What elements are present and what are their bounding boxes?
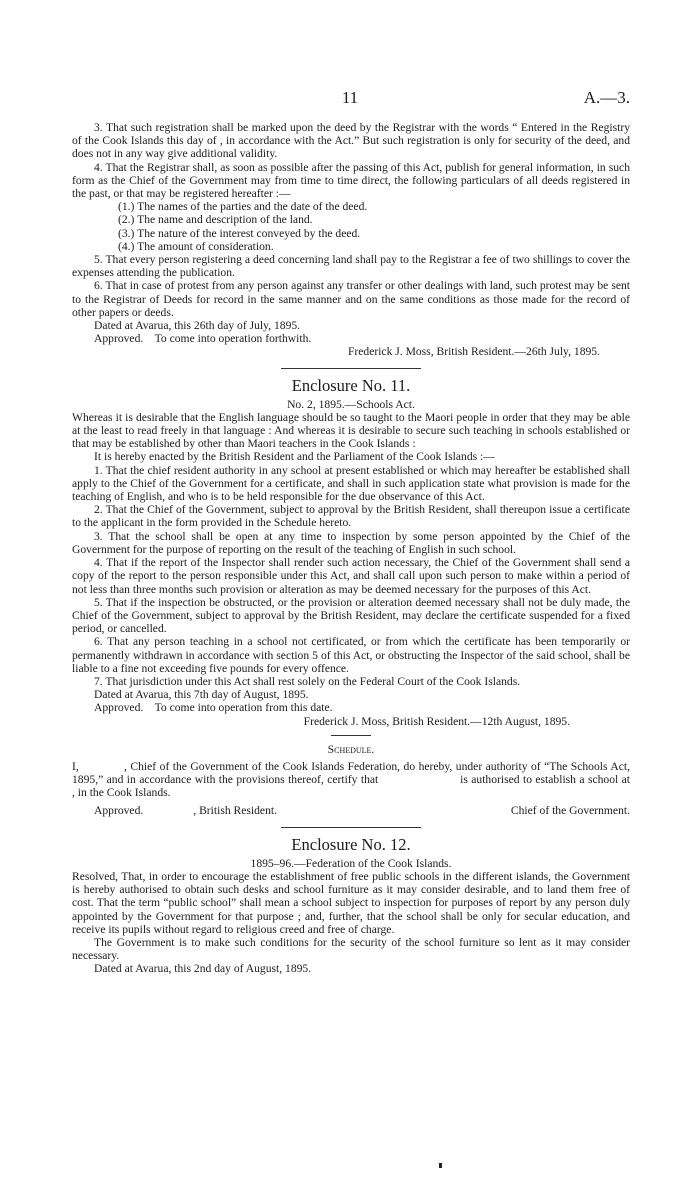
dated-line: Dated at Avarua, this 2nd day of August, 1895.	[94, 962, 312, 976]
enclosure-12-subtitle: 1895–96.—Federation of the Cook Islands.	[250, 856, 452, 870]
clause-5: 5. That if the inspection be obstructed, or the provision or alteration deemed necessary shall not be duly made, the Chief of the Government, subject to approval by the British Resident, may declare the certificate suspended for a fixed period, or cancelled.	[72, 595, 630, 636]
ink-mark	[439, 1163, 442, 1168]
list-item: (1.) The names of the parties and the date of the deed.	[118, 200, 368, 214]
document-reference: A.—3.	[583, 88, 630, 107]
clause-2: 2. That the Chief of the Government, subject to approval by the British Resident, shall thereupon issue a certificate to the applicant in the form provided in the Schedule hereto.	[72, 503, 630, 530]
clause-6: 6. That any person teaching in a school not certificated, or from which the certificate has been temporarily or permanently withdrawn in accordance with section 5 of this Act, or obstructing the Inspector of the said school, shall be liable to a fine not exceeding five pounds for every offence.	[72, 635, 630, 675]
clause-5: 5. That every person registering a deed concerning land shall pay to the Registrar a fee of two shillings to cover the expenses attending the publication.	[72, 253, 630, 280]
dated-line: Dated at Avarua, this 26th day of July, 1895.	[94, 319, 301, 333]
enclosure-12-title: Enclosure No. 12.	[291, 834, 411, 854]
schedule-chief: Chief of the Government.	[510, 803, 630, 817]
enclosure-11-subtitle: No. 2, 1895.—Schools Act.	[287, 397, 415, 411]
approved-line: Approved. To come into operation forthwith.	[94, 332, 312, 346]
divider	[281, 368, 421, 369]
approved-line: Approved. To come into operation from this date.	[94, 701, 333, 715]
resolution: Resolved, That, in order to encourage the establishment of free public schools in the different islands, the Government is hereby authorised to obtain such desks and school furniture as it may consider desirable, and to land them free of cost. That the term “public school” shall mean a school subject to inspection for purposes of report by any person duly appointed by the Government for that purpose ; and, further, that the school shall be only for secular education, and receive its pupils without regard to religious creed and free of charge.	[72, 869, 630, 936]
clause-6: 6. That in case of protest from any person against any transfer or other dealings with land, such protest may be sent to the Registrar of Deeds for record in the same manner and on the same conditions as those made for the record of other papers or deeds.	[72, 279, 630, 319]
schedule-title: Schedule.	[327, 742, 375, 756]
dated-line: Dated at Avarua, this 7th day of August, 1895.	[94, 688, 309, 702]
list-item: (2.) The name and description of the land.	[118, 213, 313, 227]
list-item: (4.) The amount of consideration.	[118, 239, 274, 253]
enactment-line: It is hereby enacted by the British Resident and the Parliament of the Cook Islands :—	[94, 450, 495, 464]
schedule-resident: , British Resident.	[193, 803, 277, 817]
clause-7: 7. That jurisdiction under this Act shall rest solely on the Federal Court of the Cook Islands.	[94, 674, 521, 688]
schedule-text: I, , Chief of the Government of the Cook Islands Federation, do hereby, under authority of “The Schools Act, 1895,” and in accordance with the provisions thereof, certify that is authorised to establish a school at , in the Cook Islands.	[72, 759, 671, 800]
list-item: (3.) The nature of the interest conveyed by the deed.	[118, 226, 361, 240]
divider	[331, 735, 371, 736]
clause-3: 3. That such registration shall be marked upon the deed by the Registrar with the words “ Entered in the Registry of the Cook Islands this day of , in accordance with the Act.” But such registration is only for security of the deed, and does not in any way give additional validity.	[72, 121, 630, 161]
enclosure-11-title: Enclosure No. 11.	[291, 375, 411, 395]
page-number: 11	[341, 88, 359, 107]
section-registration-act	[72, 121, 671, 976]
divider	[281, 827, 421, 828]
schedule-approved: Approved.	[94, 803, 144, 817]
schedule-signatures	[72, 800, 630, 817]
clause-4: 4. That if the report of the Inspector shall render such action necessary, the Chief of the Government shall send a copy of the report to the person responsible under this Act, and shall call upon such person to make within a period of not less than three months such provision or alteration as may be deemed necessary for the purposes of this Act.	[72, 556, 630, 596]
signature-line: Frederick J. Moss, British Resident.—26th July, 1895.	[347, 345, 600, 359]
clause-1: 1. That the chief resident authority in any school at present established or which may hereafter be established shall apply to the Chief of the Government for a certificate, and shall in such application state what provision is made for the teaching of English, and who is to be held responsible for the due observance of this Act.	[72, 463, 630, 504]
resolution-clause: The Government is to make such conditions for the security of the school furniture so lent as it may consider necessary.	[72, 935, 630, 963]
clause-3: 3. That the school shall be open at any time to inspection by some person appointed by the Chief of the Government for the purpose of reporting on the result of the teaching of English in such school.	[72, 529, 630, 556]
preamble: Whereas it is desirable that the English language should be so taught to the Maori people in order that they may be able at the least to read freely in that language : And whereas it is desirable to secure such teaching in schools established or that may be established by other than Maori teachers in the Cook Islands :	[72, 410, 630, 451]
clause-4: 4. That the Registrar shall, as soon as possible after the passing of this Act, publish for general information, in such form as the Chief of the Government may from time to time direct, the following particulars of all deeds registered in the past, or that may be registered hereafter :—	[72, 160, 630, 201]
signature-line: Frederick J. Moss, British Resident.—12th August, 1895.	[303, 714, 570, 728]
